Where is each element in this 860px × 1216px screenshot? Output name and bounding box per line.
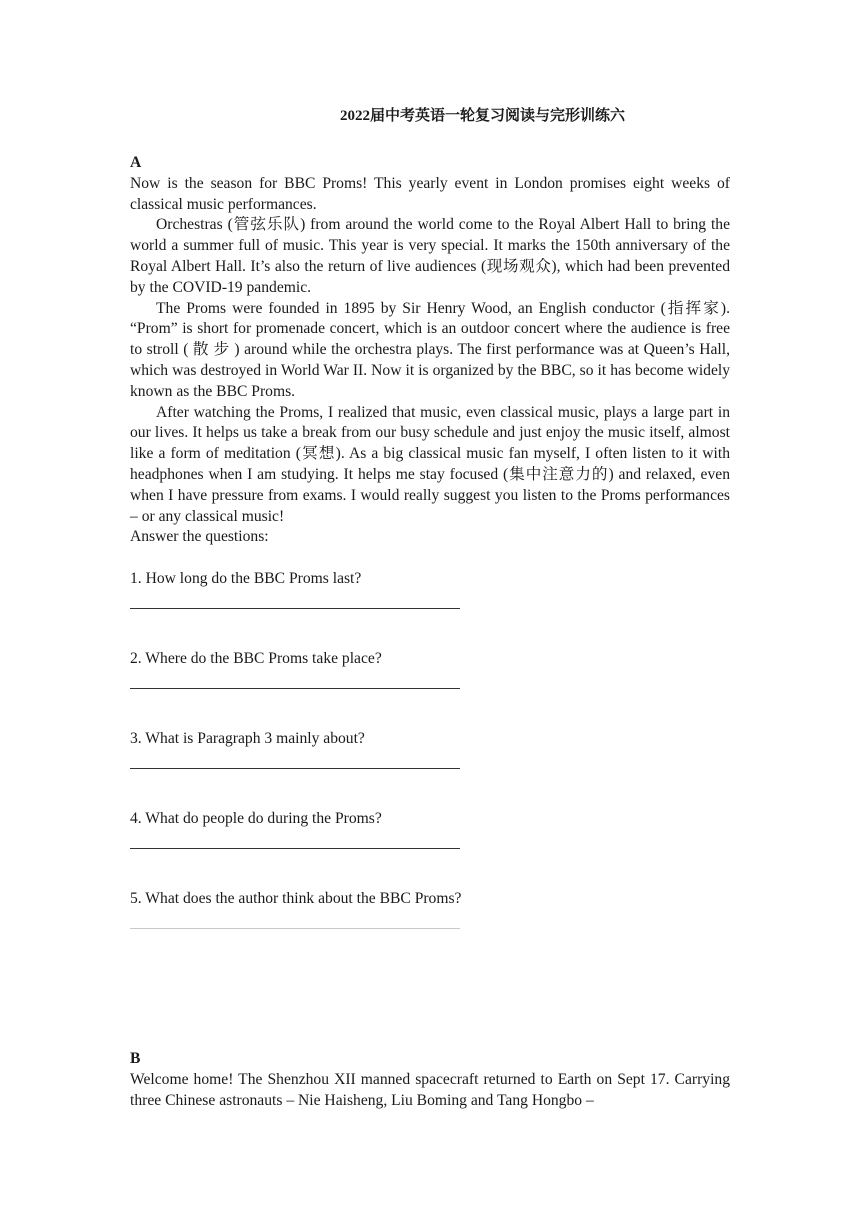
section-a-paragraph-2: Orchestras (管弦乐队) from around the world come to the Royal Albert Hall to bring the world a summer full of music. This year is very special. It marks the 150th anniversary of the Royal Albert Hall. It’s also the return of live audiences (现场观众), which had been prevented by the COVID-19 pandemic. <box>130 216 730 296</box>
answer-line-2[interactable] <box>130 688 460 689</box>
answer-line-5[interactable] <box>130 928 460 929</box>
question-4: 4. What do people do during the Proms? <box>130 810 382 827</box>
section-b <box>130 1049 730 1111</box>
question-1: 1. How long do the BBC Proms last? <box>130 570 362 587</box>
section-a-paragraph-4: After watching the Proms, I realized that music, even classical music, plays a large part in our lives. It helps us take a break from our busy schedule and just enjoy the music itself, almost like a form of meditation (冥想). As a big classical music fan myself, I often listen to it with headphones when I am studying. It helps me stay focused (集中注意力的) and relaxed, even when I have pressure from exams. I would really suggest you listen to the Proms performances – or any classical music! <box>130 403 730 525</box>
question-5: 5. What does the author think about the BBC Proms? <box>130 890 462 907</box>
section-b-paragraph-1: Welcome home! The Shenzhou XII manned spacecraft returned to Earth on Sept 17. Carrying three Chinese astronauts – Nie Haisheng, Liu Boming and Tang Hongbo – <box>130 1070 730 1109</box>
answer-line-1[interactable] <box>130 608 460 609</box>
section-a <box>130 153 730 548</box>
answer-line-3[interactable] <box>130 768 460 769</box>
question-3: 3. What is Paragraph 3 mainly about? <box>130 730 365 747</box>
answer-instruction: Answer the questions: <box>130 528 269 546</box>
section-a-paragraph-1: Now is the season for BBC Proms! This yearly event in London promises eight weeks of classical music performances. <box>130 174 730 213</box>
section-b-letter: B <box>130 1050 141 1067</box>
section-a-paragraph-3: The Proms were founded in 1895 by Sir Henry Wood, an English conductor (指挥家). “Prom” is short for promenade concert, which is an outdoor concert where the audience is free to stroll ( 散 步 ) around while the orchestra plays. The first performance was at Queen’s Hall, which was destroyed in World War II. Now it is organized by the BBC, so it has become widely known as the BBC Proms. <box>130 299 730 400</box>
page-title: 2022届中考英语一轮复习阅读与完形训练六 <box>340 108 626 124</box>
answer-line-4[interactable] <box>130 848 460 849</box>
section-a-letter: A <box>130 154 142 171</box>
question-2: 2. Where do the BBC Proms take place? <box>130 650 382 667</box>
